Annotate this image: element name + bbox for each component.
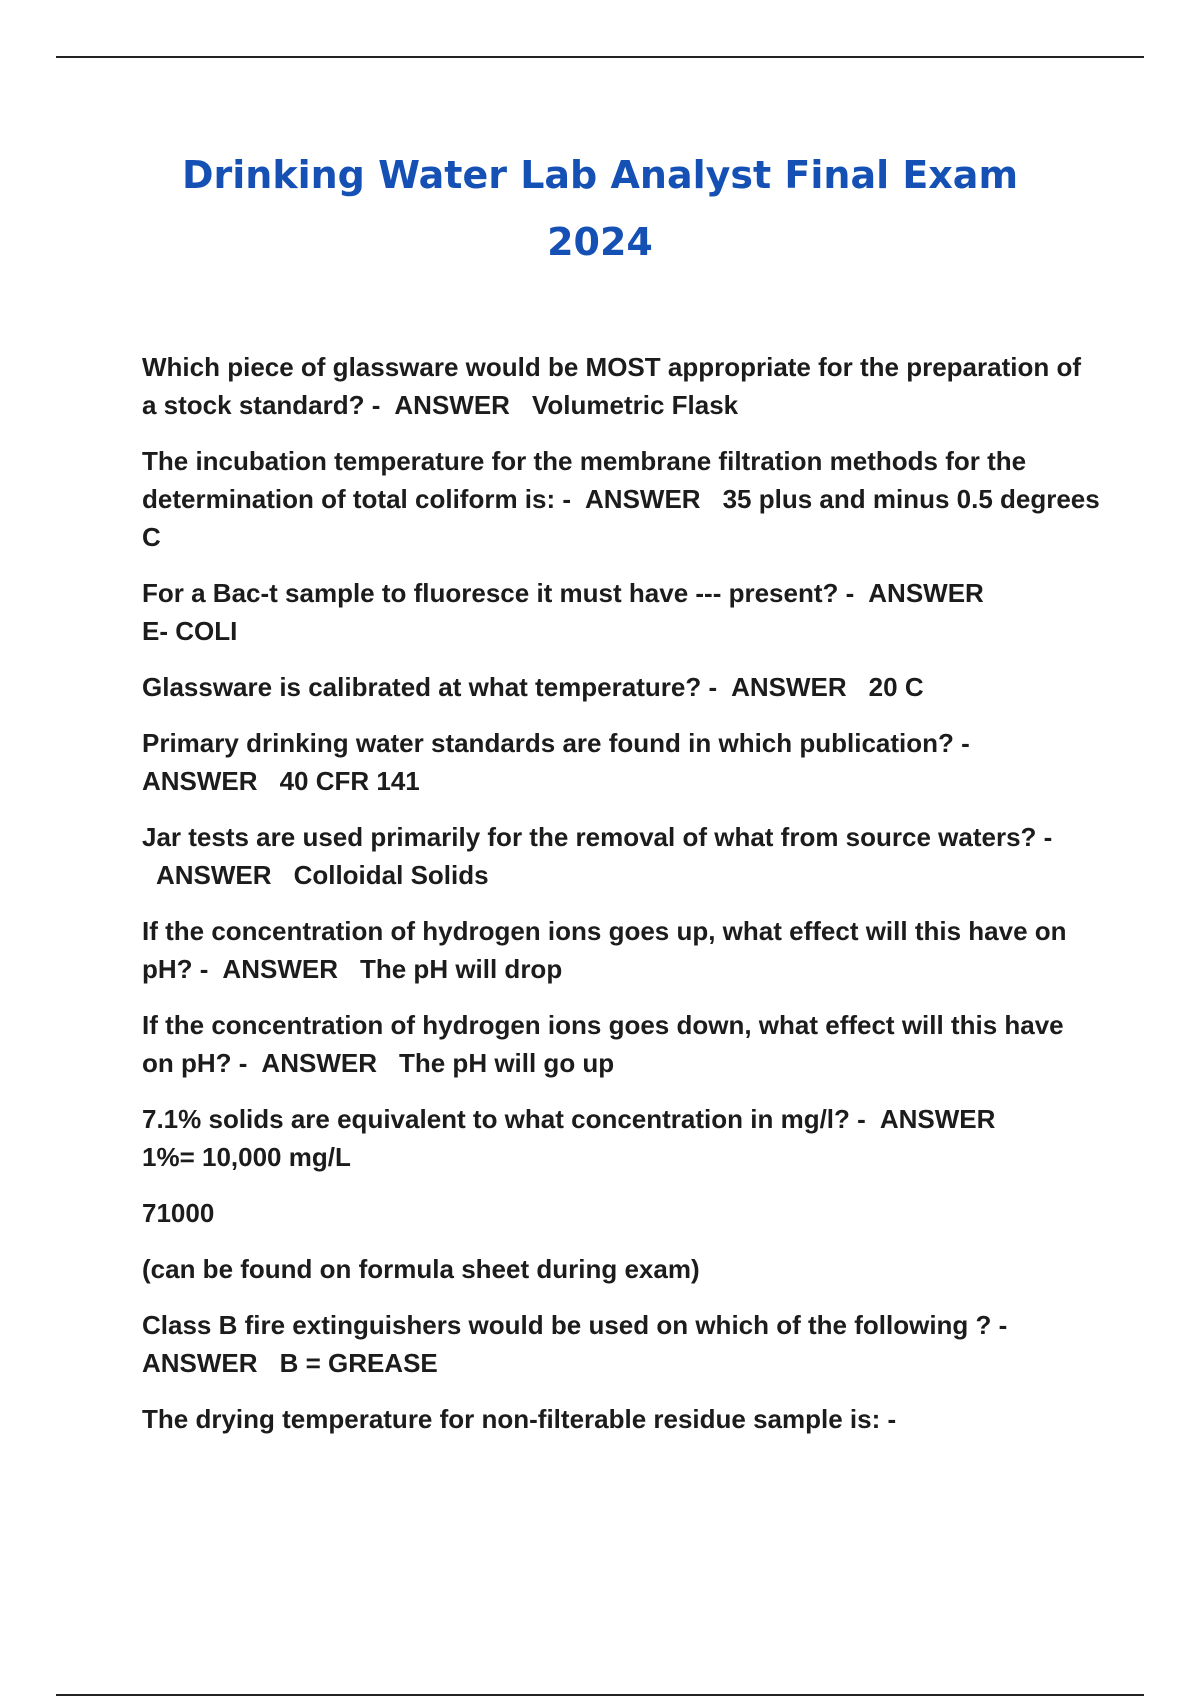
answer-label: ANSWER: [585, 484, 701, 514]
answer-label: ANSWER: [142, 1348, 258, 1378]
qa-item-10: [142, 1306, 1102, 1382]
answer-text: E- COLI: [142, 616, 238, 646]
qa-item-5: [142, 724, 1102, 800]
answer-value-line: 71000: [142, 1198, 215, 1228]
question-text: 7.1% solids are equivalent to what concentration in mg/l? -: [142, 1104, 866, 1134]
answer-text: 20 C: [868, 672, 924, 702]
qa-list: [142, 348, 1107, 1456]
answer-label: ANSWER: [142, 766, 258, 796]
qa-item-8: [142, 1006, 1102, 1082]
answer-text: Colloidal Solids: [293, 860, 489, 890]
qa-item-4: [142, 668, 1102, 706]
question-text: Glassware is calibrated at what temperature? -: [142, 672, 718, 702]
title-line-2: 2024: [547, 220, 653, 264]
formula-note-line: (can be found on formula sheet during exam): [142, 1254, 700, 1284]
qa-item-3: [142, 574, 1102, 650]
qa-item-2: [142, 442, 1107, 556]
answer-label: ANSWER: [222, 954, 338, 984]
qa-item-6: [142, 818, 1102, 894]
question-text: Class B fire extinguishers would be used on which of the following ? -: [142, 1310, 1008, 1340]
question-text: If the concentration of hydrogen ions goes up, what effect will this have on pH? -: [142, 916, 1074, 984]
answer-text: 35 plus and minus 0.5 degrees C: [142, 484, 1107, 552]
top-rule: [56, 56, 1144, 58]
answer-label: ANSWER: [261, 1048, 377, 1078]
question-text: Primary drinking water standards are found in which publication? -: [142, 728, 970, 758]
answer-text: The pH will go up: [398, 1048, 615, 1078]
answer-label: ANSWER: [394, 390, 510, 420]
question-text: Which piece of glassware would be MOST appropriate for the preparation of a stock standard? -: [142, 352, 1089, 420]
qa-item-9: [142, 1100, 1102, 1176]
qa-item-1: [142, 348, 1102, 424]
question-text: Jar tests are used primarily for the removal of what from source waters? -: [142, 822, 1053, 852]
answer-label: ANSWER: [879, 1104, 996, 1134]
question-text: The incubation temperature for the membrane filtration methods for the determination of total coliform is: -: [142, 446, 1034, 514]
document-title: [80, 142, 1120, 276]
question-text: If the concentration of hydrogen ions goes down, what effect will this have on pH? -: [142, 1010, 1071, 1078]
answer-text: 40 CFR 141: [279, 766, 420, 796]
bottom-rule: [56, 1694, 1144, 1696]
answer-text: The pH will drop: [359, 954, 563, 984]
answer-text: B = GREASE: [279, 1348, 438, 1378]
answer-text: Volumetric Flask: [531, 390, 739, 420]
answer-label: ANSWER: [868, 578, 984, 608]
answer-text: 1%= 10,000 mg/L: [142, 1142, 351, 1172]
title-line-1: Drinking Water Lab Analyst Final Exam: [181, 153, 1019, 197]
qa-item-7: [142, 912, 1102, 988]
answer-label: ANSWER: [156, 860, 272, 890]
qa-item-11-question: The drying temperature for non-filterable residue sample is: -: [142, 1404, 897, 1434]
question-text: For a Bac-t sample to fluoresce it must have --- present? -: [142, 578, 855, 608]
answer-label: ANSWER: [731, 672, 847, 702]
